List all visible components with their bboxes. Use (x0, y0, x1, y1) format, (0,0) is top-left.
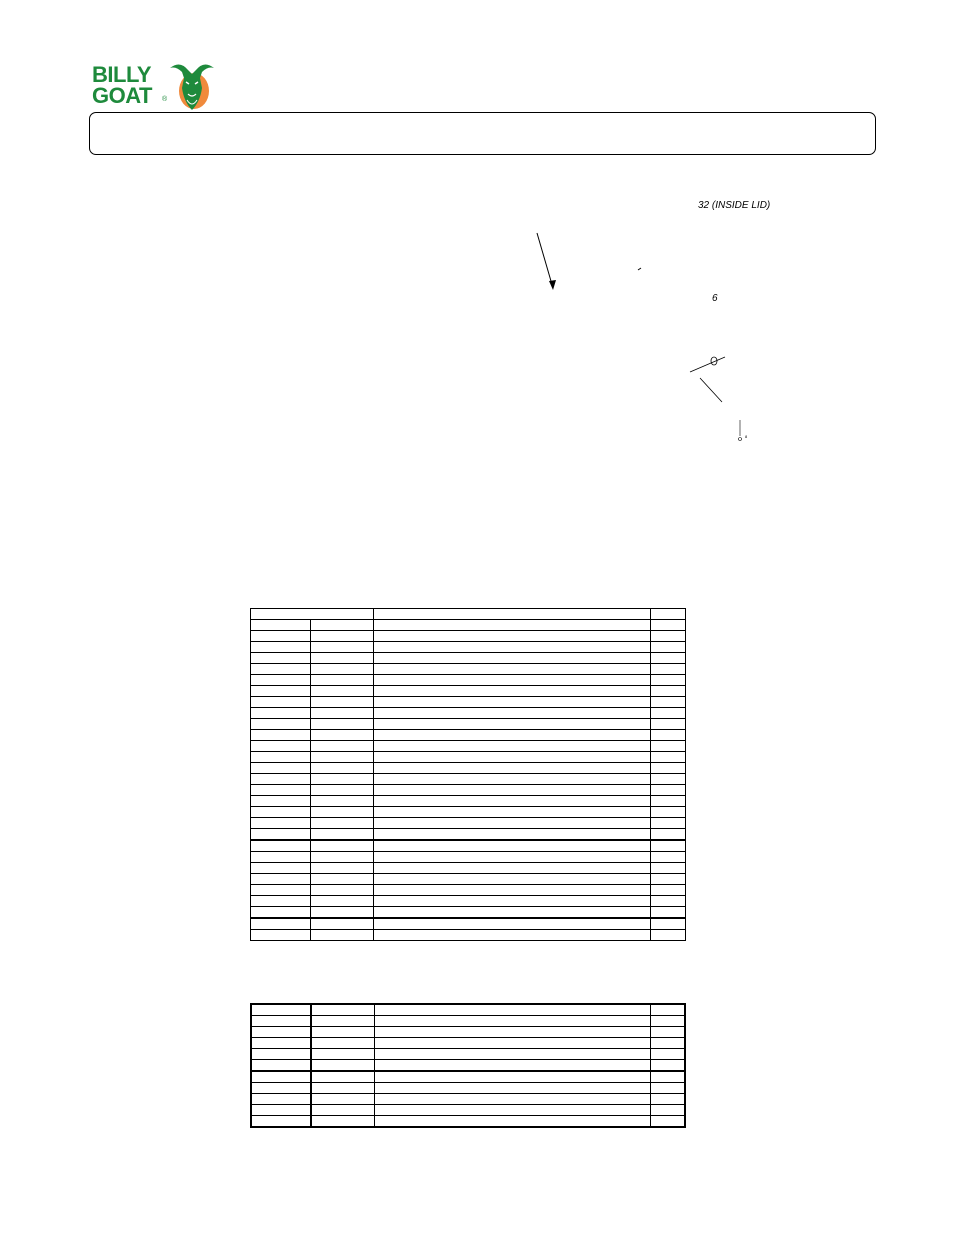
table-cell (311, 620, 374, 631)
table-cell (251, 930, 311, 941)
table-cell (650, 785, 685, 796)
table-cell (374, 840, 651, 852)
table-cell (650, 741, 685, 752)
table-row (251, 730, 686, 741)
table-cell (251, 1004, 311, 1016)
table-row (251, 907, 686, 919)
table-cell (650, 1038, 685, 1049)
table-cell (311, 930, 374, 941)
table-cell (374, 852, 651, 863)
table-row (251, 1027, 685, 1038)
table-cell (650, 840, 685, 852)
table-cell (251, 1060, 311, 1072)
table-cell (311, 1038, 374, 1049)
table-cell (311, 642, 374, 653)
table-cell (650, 874, 685, 885)
table-row (251, 896, 686, 907)
table-cell (650, 730, 685, 741)
table-row (251, 642, 686, 653)
table-cell (650, 1004, 685, 1016)
table-cell (374, 1027, 650, 1038)
table-cell (311, 874, 374, 885)
svg-text:8: 8 (745, 434, 748, 439)
table-cell (311, 1116, 374, 1128)
table-cell (311, 1049, 374, 1060)
table-cell (374, 907, 651, 919)
table-row (251, 1083, 685, 1094)
table-cell (374, 730, 651, 741)
callout-6: 6 (712, 293, 718, 304)
table-cell (311, 1071, 374, 1083)
table-cell (311, 1016, 374, 1027)
table-cell (650, 686, 685, 697)
table-cell (251, 697, 311, 708)
table-cell (251, 896, 311, 907)
table-row (251, 719, 686, 730)
table-row (251, 930, 686, 941)
table-row (251, 741, 686, 752)
table-cell (650, 675, 685, 686)
table-cell (650, 752, 685, 763)
table-row (251, 1049, 685, 1060)
table-cell (251, 807, 311, 818)
table-cell (650, 1049, 685, 1060)
table-cell (650, 631, 685, 642)
table-cell (650, 896, 685, 907)
table-cell (650, 1060, 685, 1072)
table-cell (251, 675, 311, 686)
table-cell (311, 840, 374, 852)
table-cell (251, 1027, 311, 1038)
table-cell (311, 763, 374, 774)
table-cell (650, 1083, 685, 1094)
table-cell (311, 752, 374, 763)
table-cell (650, 907, 685, 919)
table-cell (251, 840, 311, 852)
table-cell (311, 774, 374, 785)
table-row (251, 664, 686, 675)
table-row (251, 620, 686, 631)
table-cell (251, 785, 311, 796)
table-cell (251, 708, 311, 719)
table-cell (251, 1016, 311, 1027)
table-cell (650, 697, 685, 708)
table-cell (251, 863, 311, 874)
title-bar (89, 112, 876, 155)
table-row (251, 829, 686, 841)
table-cell (251, 686, 311, 697)
table-cell (311, 1004, 374, 1016)
table-cell (251, 818, 311, 829)
table-cell (374, 719, 651, 730)
table-row (251, 686, 686, 697)
table-row (251, 852, 686, 863)
table-cell (251, 609, 374, 620)
table-cell (374, 653, 651, 664)
table-cell (311, 675, 374, 686)
table-cell (311, 653, 374, 664)
table-cell (374, 918, 651, 930)
table-row (251, 774, 686, 785)
table-row (251, 609, 686, 620)
table-cell (251, 1116, 311, 1128)
table-cell (311, 818, 374, 829)
table-cell (251, 664, 311, 675)
parts-list-table-2 (250, 1003, 686, 1128)
table-row (251, 697, 686, 708)
table-cell (374, 642, 651, 653)
table-cell (650, 1071, 685, 1083)
table-cell (374, 1094, 650, 1105)
table-cell (374, 631, 651, 642)
table-cell (650, 885, 685, 896)
table-cell (650, 852, 685, 863)
table-cell (374, 896, 651, 907)
table-row (251, 1116, 685, 1128)
table-cell (311, 785, 374, 796)
table-row (251, 863, 686, 874)
table-cell (311, 1083, 374, 1094)
table-row (251, 1060, 685, 1072)
table-cell (374, 863, 651, 874)
table-cell (374, 829, 651, 841)
table-row (251, 918, 686, 930)
table-cell (251, 1038, 311, 1049)
table-row (251, 763, 686, 774)
table-cell (374, 785, 651, 796)
table-cell (311, 697, 374, 708)
table-row (251, 653, 686, 664)
table-cell (311, 829, 374, 841)
table-cell (251, 763, 311, 774)
table-cell (650, 930, 685, 941)
table-cell (311, 730, 374, 741)
table-cell (650, 863, 685, 874)
table-cell (650, 829, 685, 841)
table-cell (374, 1060, 650, 1072)
billy-goat-logo (92, 58, 218, 112)
table-cell (650, 719, 685, 730)
table-cell (650, 1105, 685, 1116)
table-cell (311, 1060, 374, 1072)
table-row (251, 874, 686, 885)
table-cell (311, 1105, 374, 1116)
table-row (251, 840, 686, 852)
table-cell (251, 885, 311, 896)
table-row (251, 631, 686, 642)
table-cell (374, 796, 651, 807)
table-cell (650, 774, 685, 785)
table-cell (650, 1027, 685, 1038)
table-cell (251, 1071, 311, 1083)
table-cell (251, 1049, 311, 1060)
table-cell (374, 609, 651, 620)
table-cell (311, 918, 374, 930)
table-cell (251, 752, 311, 763)
table-cell (374, 1105, 650, 1116)
table-cell (251, 741, 311, 752)
table-cell (374, 708, 651, 719)
table-cell (650, 708, 685, 719)
table-cell (251, 907, 311, 919)
table-row (251, 1004, 685, 1016)
table-cell (374, 741, 651, 752)
table-cell (650, 642, 685, 653)
table-cell (311, 796, 374, 807)
table-cell (650, 609, 685, 620)
table-row (251, 1094, 685, 1105)
table-row (251, 1105, 685, 1116)
table-cell (311, 664, 374, 675)
table-cell (251, 1105, 311, 1116)
table-cell (251, 1094, 311, 1105)
table-cell (311, 907, 374, 919)
parts-list-table-1 (250, 608, 686, 941)
table-cell (311, 1094, 374, 1105)
table-cell (650, 818, 685, 829)
table-cell (650, 807, 685, 818)
table-cell (374, 1116, 650, 1128)
table-row (251, 818, 686, 829)
callout-inside-lid: 32 (INSIDE LID) (698, 200, 771, 211)
table-cell (311, 896, 374, 907)
table-cell (374, 664, 651, 675)
table-cell (650, 1094, 685, 1105)
table-cell (311, 631, 374, 642)
table-cell (311, 885, 374, 896)
table-cell (311, 741, 374, 752)
table-cell (311, 708, 374, 719)
table-row (251, 885, 686, 896)
logo-text-goat: GOAT (92, 83, 152, 108)
table-row (251, 807, 686, 818)
table-row (251, 1016, 685, 1027)
table-cell (374, 1038, 650, 1049)
table-cell (251, 852, 311, 863)
table-cell (374, 1016, 650, 1027)
table-cell (650, 763, 685, 774)
table-cell (311, 1027, 374, 1038)
table-row (251, 1071, 685, 1083)
table-cell (650, 918, 685, 930)
table-cell (374, 807, 651, 818)
table-cell (650, 664, 685, 675)
table-cell (374, 930, 651, 941)
table-cell (311, 686, 374, 697)
table-cell (251, 796, 311, 807)
table-cell (374, 1071, 650, 1083)
goat-head-icon (166, 58, 218, 112)
table-cell (311, 863, 374, 874)
table-cell (650, 1016, 685, 1027)
table-cell (374, 774, 651, 785)
table-cell (251, 730, 311, 741)
table-cell (650, 653, 685, 664)
table-cell (251, 653, 311, 664)
table-row (251, 796, 686, 807)
table-cell (311, 807, 374, 818)
table-cell (251, 642, 311, 653)
table-cell (311, 852, 374, 863)
table-cell (374, 818, 651, 829)
table-cell (251, 874, 311, 885)
table-cell (374, 1049, 650, 1060)
table-row (251, 785, 686, 796)
table-cell (251, 631, 311, 642)
table-cell (374, 1083, 650, 1094)
table-cell (374, 697, 651, 708)
table-cell (251, 719, 311, 730)
table-row (251, 708, 686, 719)
table-cell (374, 620, 651, 631)
logo-registered-mark: ® (162, 96, 168, 103)
table-cell (374, 763, 651, 774)
table-cell (251, 1083, 311, 1094)
table-cell (650, 620, 685, 631)
table-cell (374, 752, 651, 763)
table-cell (374, 675, 651, 686)
table-cell (251, 918, 311, 930)
table-cell (374, 686, 651, 697)
table-cell (650, 1116, 685, 1128)
table-row (251, 752, 686, 763)
table-cell (251, 774, 311, 785)
table-cell (374, 885, 651, 896)
table-row (251, 1038, 685, 1049)
table-cell (311, 719, 374, 730)
logo-text-billy: BILLY (92, 62, 152, 87)
table-cell (251, 829, 311, 841)
table-cell (650, 796, 685, 807)
table-cell (251, 620, 311, 631)
table-row (251, 675, 686, 686)
table-cell (374, 874, 651, 885)
table-cell (374, 1004, 650, 1016)
